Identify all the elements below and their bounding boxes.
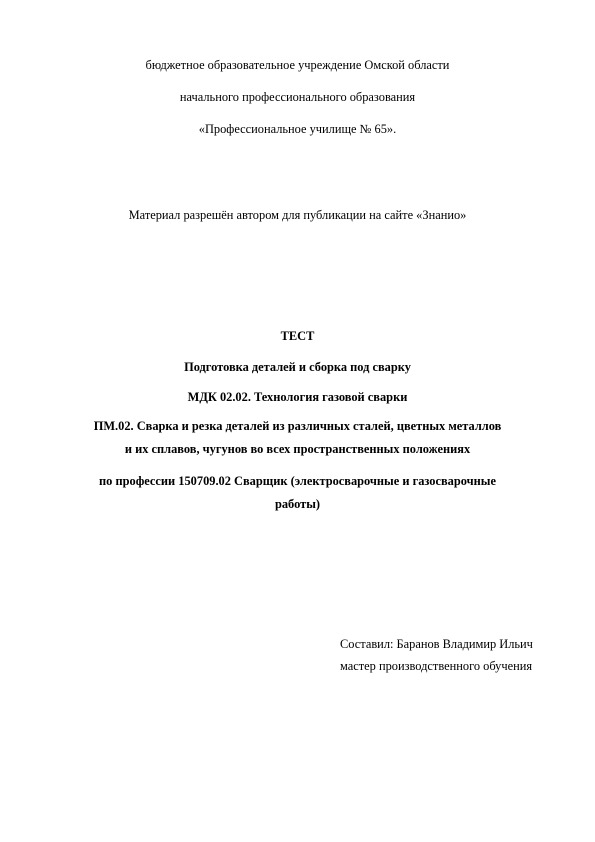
module-line-1: ПМ.02. Сварка и резка деталей из различных сталей, цветных металлов [93,419,502,433]
test-topic: Подготовка деталей и сборка под сварку [184,360,411,374]
author-position: мастер производственного обучения [340,659,533,673]
institution-line-2: начального профессионального образования [179,90,416,104]
course-name: МДК 02.02. Технология газовой сварки [187,390,408,404]
profession-line-2: работы) [274,497,321,511]
profession-line-1: по профессии 150709.02 Сварщик (электросварочные и газосварочные [99,474,496,488]
institution-line-1: бюджетное образовательное учреждение Омской области [145,58,450,72]
document-title: ТЕСТ [280,329,315,343]
publication-permission: Материал разрешён автором для публикации на сайте «Знанио» [128,208,467,222]
author-name: Составил: Баранов Владимир Ильич [340,637,533,651]
institution-line-3: «Профессиональное училище № 65». [198,122,397,136]
module-line-2: и их сплавов, чугунов во всех пространственных положениях [124,442,471,456]
